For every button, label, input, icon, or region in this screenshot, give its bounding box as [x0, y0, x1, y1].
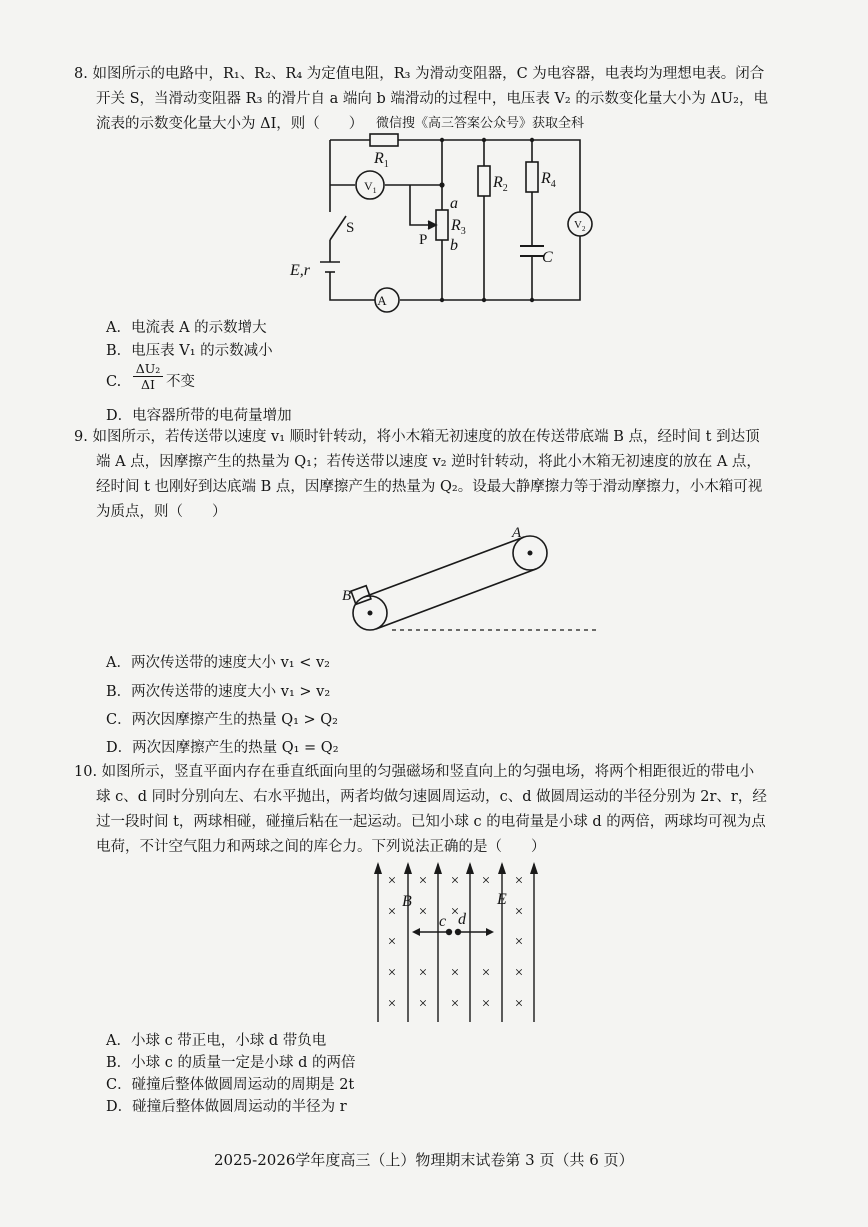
q10-option-b[interactable]: B．小球 c 的质量一定是小球 d 的两倍 — [106, 1055, 356, 1071]
q8-watermark: 微信搜《高三答案公众号》获取全科 — [376, 116, 585, 131]
svg-text:S: S — [346, 220, 355, 236]
q8-line-1: 8. 如图所示的电路中，R₁、R₂、R₄ 为定值电阻，R₃ 为滑动变阻器，C 为电容器，电表均为理想电表。闭合 — [74, 66, 765, 82]
svg-text:×: × — [450, 904, 460, 920]
q8-option-b[interactable]: B．电压表 V₁ 的示数减小 — [106, 343, 273, 359]
q9-option-d[interactable]: D．两次因摩擦产生的热量 Q₁ = Q₂ — [106, 740, 339, 756]
svg-text:R2: $R_2$ — [493, 174, 508, 194]
svg-text:×: × — [418, 996, 428, 1012]
svg-text:×: × — [418, 965, 428, 981]
q9-line-1: 9. 如图所示，若传送带以速度 v₁ 顺时针转动，将小木箱无初速度的放在传送带底端 B 点，经时间 t 到达顶 — [74, 429, 760, 445]
svg-text:A: A — [377, 293, 387, 308]
fraction-numerator: ΔU₂ — [133, 361, 163, 377]
svg-text:×: × — [514, 996, 524, 1012]
svg-text:×: × — [514, 873, 524, 889]
svg-text:×: × — [514, 934, 524, 950]
svg-text:×: × — [514, 904, 524, 920]
svg-text:d: d — [458, 911, 466, 928]
q10-option-c[interactable]: C．碰撞后整体做圆周运动的周期是 2t — [106, 1077, 355, 1093]
svg-text:c: c — [439, 913, 447, 930]
svg-text:B: B — [402, 893, 412, 910]
svg-text:P: P — [419, 232, 428, 248]
q8-line-2: 开关 S，当滑动变阻器 R₃ 的滑片自 a 端向 b 端滑动的过程中，电压表 V₂ 的示数变化量大小为 ΔU₂，电 — [96, 91, 768, 107]
svg-text:B: B — [342, 588, 352, 604]
svg-text:E: E — [497, 891, 507, 908]
svg-text:b: b — [450, 237, 458, 254]
svg-text:×: × — [387, 996, 397, 1012]
svg-text:V2: $V_2$ — [574, 219, 586, 233]
svg-text:E,r: E,r — [290, 262, 310, 279]
svg-text:×: × — [450, 873, 460, 889]
svg-text:×: × — [387, 965, 397, 981]
svg-text:×: × — [450, 965, 460, 981]
page-footer: 2025-2026学年度高三（上）物理期末试卷第 3 页（共 6 页） — [214, 1151, 634, 1169]
svg-text:×: × — [418, 873, 428, 889]
svg-text:R3: $R_3$ — [451, 217, 466, 237]
q10-line-4: 电荷，不计空气阻力和两球之间的库仑力。下列说法正确的是（ ） — [96, 839, 546, 855]
q9-line-4: 为质点，则（ ） — [96, 504, 227, 520]
svg-text:A: A — [512, 525, 522, 541]
svg-text:V1: $V_1$ — [364, 179, 377, 195]
q10-line-1: 10. 如图所示，竖直平面内存在垂直纸面向里的匀强磁场和竖直向上的匀强电场，将两个相距很近的带电小 — [74, 764, 755, 780]
q9-line-3: 经时间 t 也刚好到达底端 B 点，因摩擦产生的热量为 Q₂。设最大静摩擦力等于滑动摩擦力，小木箱可视 — [96, 479, 763, 495]
q8-option-a[interactable]: A．电流表 A 的示数增大 — [106, 320, 267, 336]
svg-text:R1: $R_1$ — [374, 150, 389, 170]
svg-text:×: × — [418, 904, 428, 920]
svg-text:×: × — [387, 934, 397, 950]
svg-text:R4: $R_4$ — [541, 170, 556, 190]
q10-option-a[interactable]: A．小球 c 带正电，小球 d 带负电 — [106, 1033, 327, 1049]
svg-text:×: × — [450, 996, 460, 1012]
svg-text:×: × — [481, 873, 491, 889]
q9-option-c[interactable]: C．两次因摩擦产生的热量 Q₁ > Q₂ — [106, 712, 338, 728]
q10-line-3: 过一段时间 t，两球相碰，碰撞后粘在一起运动。已知小球 c 的电荷量是小球 d 的两倍，两球均可视为点 — [96, 814, 766, 830]
q9-line-2: 端 A 点，因摩擦产生的热量为 Q₁；若传送带以速度 v₂ 逆时针转动，将此小木箱无初速度的放在 A 点， — [96, 454, 761, 470]
q10-option-d[interactable]: D．碰撞后整体做圆周运动的半径为 r — [106, 1099, 347, 1115]
q8-line-3: 流表的示数变化量大小为 ΔI，则（ ） — [96, 116, 364, 132]
q9-option-b[interactable]: B．两次传送带的速度大小 v₁ > v₂ — [106, 684, 331, 700]
q8-option-c-prefix[interactable]: C. — [106, 374, 122, 390]
ball-d — [455, 929, 461, 935]
svg-text:a: a — [450, 195, 458, 212]
svg-text:×: × — [387, 873, 397, 889]
svg-text:C: C — [542, 249, 553, 266]
svg-text:×: × — [481, 965, 491, 981]
q8-option-d[interactable]: D．电容器所带的电荷量增加 — [106, 408, 292, 424]
fraction-denominator: ΔI — [141, 377, 155, 392]
svg-text:×: × — [387, 904, 397, 920]
svg-text:×: × — [481, 996, 491, 1012]
svg-text:×: × — [514, 965, 524, 981]
q8-option-c-suffix: 不变 — [166, 374, 195, 390]
ball-c — [446, 929, 452, 935]
q10-line-2: 球 c、d 同时分别向左、右水平抛出，两者均做匀速圆周运动，c、d 做圆周运动的半径分别为 2r、r，经 — [96, 789, 767, 805]
q9-option-a[interactable]: A．两次传送带的速度大小 v₁ < v₂ — [106, 655, 330, 671]
